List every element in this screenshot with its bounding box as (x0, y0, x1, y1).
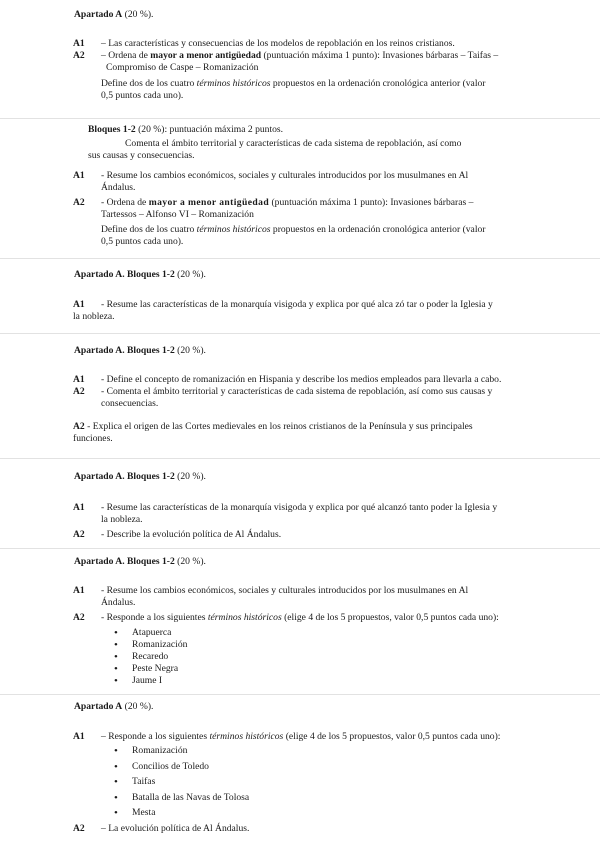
fragment-separator (0, 458, 600, 459)
question-a1: A1 - Define el concepto de romanización en Hispania y describe los medios empleados para llevarla a cabo. (73, 374, 502, 385)
define-instruction: Define dos de los cuatro términos históricos propuestos en la ordenación cronológica anterior (valor 0,5 puntos cada uno). (101, 78, 486, 101)
fragment-separator (0, 694, 600, 695)
list-item: • Jaume I (114, 675, 187, 687)
list-item: • Batalla de las Navas de Tolosa (114, 792, 249, 808)
section-heading: Apartado A. Bloques 1-2 (20 %). (74, 269, 206, 280)
question-a1: A1 – Las características y consecuencias de los modelos de repoblación en los reinos cristianos. (73, 38, 455, 49)
question-a1: A1 - Resume las características de la monarquía visigoda y explica por qué alcanzó tanto poder la Iglesia y la nobleza. (73, 502, 498, 525)
list-item: • Recaredo (114, 651, 187, 663)
section-heading: Apartado A. Bloques 1-2 (20 %). (74, 471, 206, 482)
question-a2: A2 - Comenta el ámbito territorial y características de cada sistema de repoblación, así como sus causas y consecuencias. (73, 386, 493, 409)
terms-list (114, 745, 249, 823)
fragment-separator (0, 118, 600, 119)
section-heading: Apartado A (20 %). (74, 701, 154, 712)
section-heading: Apartado A. Bloques 1-2 (20 %). (74, 345, 206, 356)
question-a2: A2 – Ordena de mayor a menor antigüedad (puntuación máxima 1 punto): Invasiones bárbaras – Taifas – Compromiso de Caspe – Romanización (73, 50, 499, 73)
list-item: • Romanización (114, 745, 249, 761)
fragment-separator (0, 333, 600, 334)
question-a1: A1 - Resume los cambios económicos, sociales y culturales introducidos por los musulmanes en Al Ándalus. (73, 170, 469, 193)
section-heading: Apartado A (20 %). (74, 9, 154, 20)
question-a2: A2 - Describe la evolución política de Al Ándalus. (73, 529, 282, 540)
comment-instruction: Comenta el ámbito territorial y características de cada sistema de repoblación, así como sus causas y consecuencias. (88, 138, 462, 161)
question-a2: A2 - Ordena de mayor a menor antigüedad (puntuación máxima 1 punto): Invasiones bárbaras – Tartessos – Alfonso VI – Romanización (73, 197, 474, 220)
fragment-separator (0, 548, 600, 549)
list-item: • Taifas (114, 776, 249, 792)
question-a2: A2 - Responde a los siguientes términos históricos (elige 4 de los 5 propuestos, valor 0,5 puntos cada uno): (73, 612, 499, 623)
question-a1: A1 - Resume los cambios económicos, sociales y culturales introducidos por los musulmanes en Al Ándalus. (73, 585, 469, 608)
question-a1: A1 – Responde a los siguientes términos históricos (elige 4 de los 5 propuestos, valor 0,5 puntos cada uno): (73, 731, 501, 742)
fragment-separator (0, 258, 600, 259)
list-item: • Concilios de Toledo (114, 761, 249, 777)
terms-list (114, 627, 187, 687)
list-item: • Mesta (114, 807, 249, 823)
question-a1: A1 - Resume las características de la monarquía visigoda y explica por qué alca zó tar o poder la Iglesia y la nobleza. (73, 299, 493, 322)
question-a2-cortes: A2 - Explica el origen de las Cortes medievales en los reinos cristianos de la Península y sus principales funciones. (73, 421, 473, 444)
define-instruction: Define dos de los cuatro términos históricos propuestos en la ordenación cronológica anterior (valor 0,5 puntos cada uno). (101, 224, 486, 247)
section-heading: Bloques 1-2 (20 %): puntuación máxima 2 puntos. (88, 124, 284, 135)
question-a2: A2 – La evolución política de Al Ándalus. (73, 823, 250, 834)
list-item: • Peste Negra (114, 663, 187, 675)
list-item: • Atapuerca (114, 627, 187, 639)
section-heading: Apartado A. Bloques 1-2 (20 %). (74, 556, 206, 567)
list-item: • Romanización (114, 639, 187, 651)
